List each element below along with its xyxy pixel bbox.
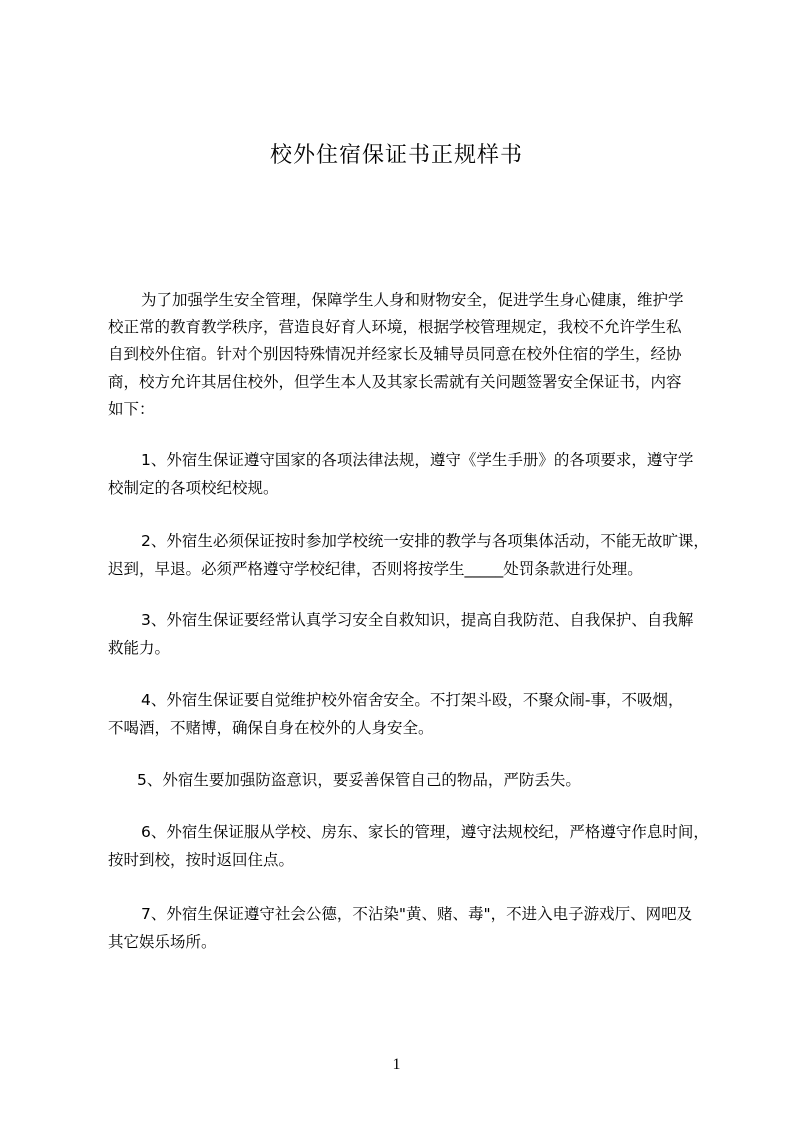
intro-line: 自到校外住宿。针对个别因特殊情况并经家长及辅导员同意在校外住宿的学生，经协 — [108, 345, 682, 363]
document-title: 校外住宿保证书正规样书 — [269, 143, 523, 168]
intro-line: 为了加强学生安全管理，保障学生人身和财物安全，促进学生身心健康，维护学 — [141, 291, 684, 309]
clause-2-line: 迟到，早退。必须严格遵守学校纪律，否则将按学生_____处罚条款进行处理。 — [108, 560, 643, 578]
clause-3-line: 3、外宿生保证要经常认真学习安全自救知识，提高自我防范、自我保护、自我解 — [141, 611, 694, 629]
intro-line: 校正常的教育教学秩序，营造良好育人环境，根据学校管理规定，我校不允许学生私 — [108, 318, 682, 336]
clause-4-line: 不喝酒，不赌博，确保自身在校外的人身安全。 — [108, 719, 434, 737]
clause-7-line: 其它娱乐场所。 — [108, 933, 217, 951]
page-number: 1 — [392, 1056, 401, 1073]
clause-4-line: 4、外宿生保证要自觉维护校外宿舍安全。不打架斗殴，不聚众闹-事，不吸烟， — [141, 691, 684, 709]
clause-1-line: 1、外宿生保证遵守国家的各项法律法规，遵守《学生手册》的各项要求，遵守学 — [141, 451, 694, 469]
clause-5-line: 5、外宿生要加强防盗意识，要妥善保管自己的物品，严防丢失。 — [137, 771, 581, 789]
clause-6-line: 按时到校，按时返回住点。 — [108, 851, 295, 869]
intro-line: 如下： — [108, 400, 155, 418]
clause-2-line: 2、外宿生必须保证按时参加学校统一安排的教学与各项集体活动，不能无故旷课， — [141, 532, 709, 550]
intro-line: 商，校方允许其居住校外，但学生本人及其家长需就有关问题签署安全保证书，内容 — [108, 373, 682, 391]
clause-6-line: 6、外宿生保证服从学校、房东、家长的管理，遵守法规校纪，严格遵守作息时间， — [141, 823, 709, 841]
clause-3-line: 救能力。 — [108, 639, 171, 657]
clause-7-line: 7、外宿生保证遵守社会公德，不沾染"黄、赌、毒"，不进入电子游戏厅、网吧及 — [141, 905, 693, 923]
clause-1-line: 校制定的各项校纪校规。 — [108, 479, 279, 497]
